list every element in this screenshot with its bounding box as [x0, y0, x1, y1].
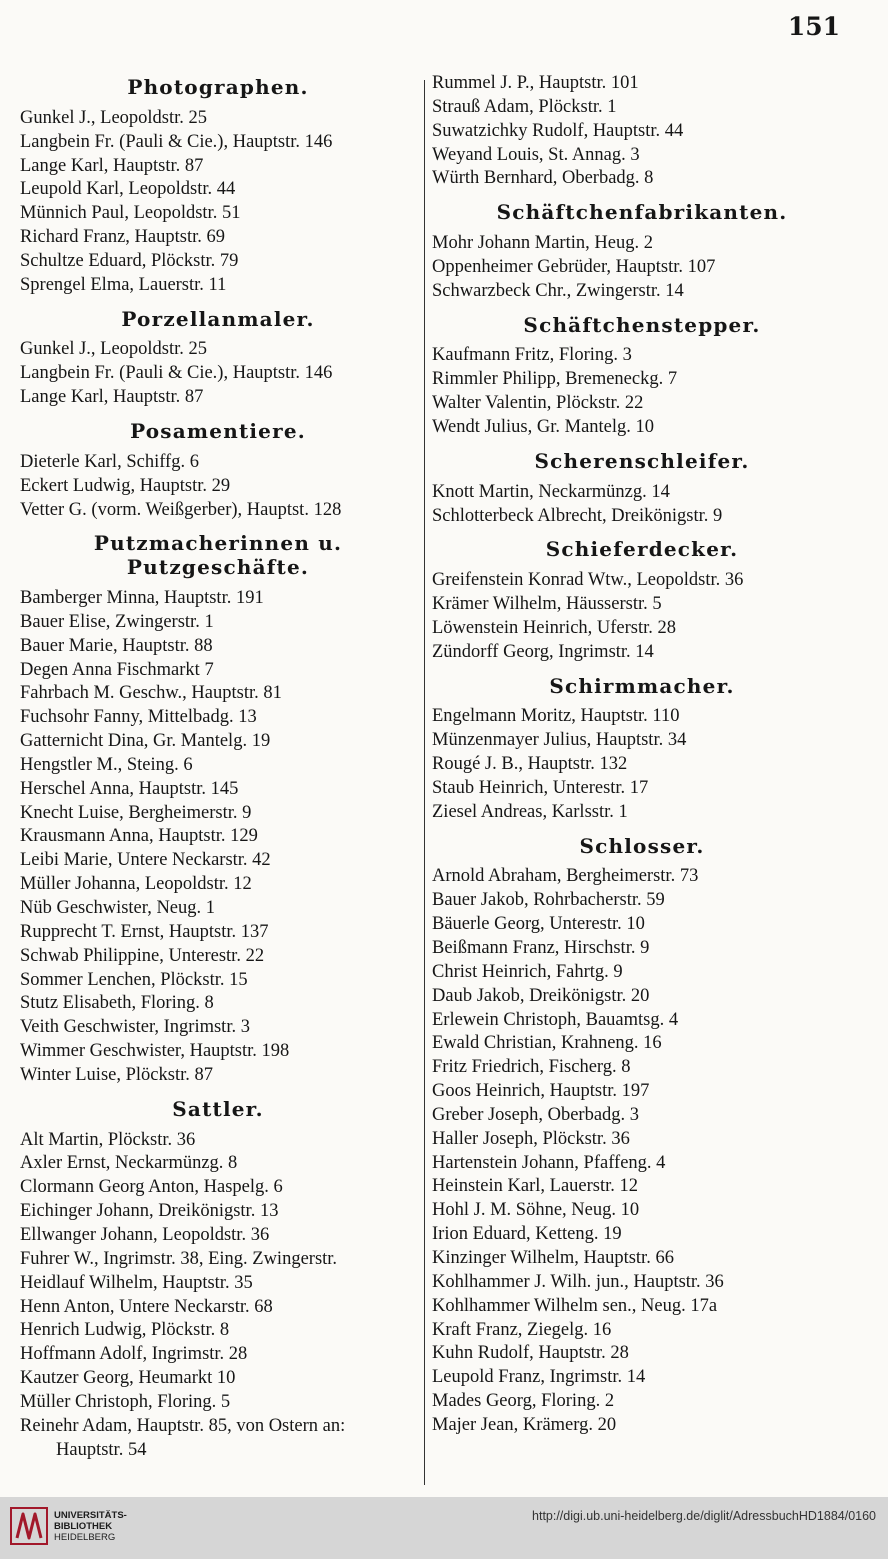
- directory-entry: Ellwanger Johann, Leopoldstr. 36: [20, 1224, 270, 1245]
- directory-entry: Engelmann Moritz, Hauptstr. 110: [432, 706, 680, 727]
- directory-entry: Greber Joseph, Oberbadg. 3: [432, 1104, 640, 1125]
- directory-entry: Arnold Abraham, Bergheimerstr. 73: [432, 866, 699, 887]
- directory-entry: Henrich Ludwig, Plöckstr. 8: [20, 1320, 230, 1341]
- directory-entry: Rummel J. P., Hauptstr. 101: [432, 73, 639, 93]
- directory-entry: Lange Karl, Hauptstr. 87: [20, 387, 204, 408]
- section-heading: Posamentiere.: [130, 418, 306, 443]
- section-heading: Schäftchenfabrikanten.: [496, 200, 788, 225]
- directory-entry: Nüb Geschwister, Neug. 1: [20, 898, 216, 918]
- directory-entry: Axler Ernst, Neckarmünzg. 8: [20, 1153, 238, 1174]
- section-heading: Porzellanmaler.: [121, 306, 315, 331]
- directory-entry: Fritz Friedrich, Fischerg. 8: [432, 1057, 631, 1078]
- directory-entry: Beißmann Franz, Hirschstr. 9: [432, 938, 650, 958]
- directory-entry: Müller Johanna, Leopoldstr. 12: [20, 874, 252, 895]
- section-heading: Schlosser.: [579, 833, 705, 858]
- column-divider: [424, 80, 425, 1485]
- directory-entry: Kraft Franz, Ziegelg. 16: [432, 1319, 612, 1340]
- directory-entry: Kautzer Georg, Heumarkt 10: [20, 1368, 236, 1389]
- left-column: [20, 72, 416, 1462]
- directory-entry: Schlotterbeck Albrecht, Dreikönigstr. 9: [432, 505, 723, 526]
- directory-entry: Bauer Marie, Hauptstr. 88: [20, 635, 213, 656]
- directory-entry: Gatternicht Dina, Gr. Mantelg. 19: [20, 731, 271, 752]
- directory-entry: Greifenstein Konrad Wtw., Leopoldstr. 36: [432, 570, 744, 591]
- logo-line-2: BIBLIOTHEK: [54, 1520, 113, 1532]
- directory-entry: Christ Heinrich, Fahrtg. 9: [432, 961, 623, 982]
- directory-entry: Hohl J. M. Söhne, Neug. 10: [432, 1200, 640, 1221]
- directory-entry: Oppenheimer Gebrüder, Hauptstr. 107: [432, 256, 716, 277]
- directory-entry: Kinzinger Wilhelm, Hauptstr. 66: [432, 1247, 674, 1268]
- university-seal-icon: [10, 1507, 48, 1545]
- directory-entry: Eichinger Johann, Dreikönigstr. 13: [20, 1201, 279, 1222]
- directory-entry: Kuhn Rudolf, Hauptstr. 28: [432, 1343, 629, 1364]
- directory-entry: Herschel Anna, Hauptstr. 145: [20, 778, 239, 799]
- directory-entry: Goos Heinrich, Hauptstr. 197: [432, 1081, 650, 1102]
- directory-entry: Würth Bernhard, Oberbadg. 8: [432, 168, 654, 189]
- directory-entry: Gunkel J., Leopoldstr. 25: [20, 339, 208, 360]
- directory-entry: Strauß Adam, Plöckstr. 1: [432, 96, 617, 117]
- directory-entry: Bauer Jakob, Rohrbacherstr. 59: [432, 890, 665, 911]
- section-heading: Schäftchenstepper.: [523, 312, 761, 337]
- directory-entry: Lange Karl, Hauptstr. 87: [20, 155, 204, 176]
- section-heading: Photographen.: [127, 75, 309, 99]
- directory-entry: Fuhrer W., Ingrimstr. 38, Eing. Zwingerstr.: [20, 1248, 338, 1269]
- directory-entry: Clormann Georg Anton, Haspelg. 6: [20, 1177, 283, 1198]
- directory-entry: Kaufmann Fritz, Floring. 3: [432, 345, 632, 366]
- directory-entry: Hoffmann Adolf, Ingrimstr. 28: [20, 1344, 248, 1365]
- directory-entry: Suwatzichky Rudolf, Hauptstr. 44: [432, 120, 684, 141]
- directory-entry: Sprengel Elma, Lauerstr. 11: [20, 274, 227, 295]
- directory-entry: Sommer Lenchen, Plöckstr. 15: [20, 969, 248, 990]
- directory-entry: Ewald Christian, Krahneng. 16: [432, 1033, 662, 1054]
- directory-entry: Irion Eduard, Ketteng. 19: [432, 1224, 622, 1245]
- logo-line-3: HEIDELBERG: [54, 1531, 116, 1543]
- directory-entry: Schwab Philippine, Unterestr. 22: [20, 945, 265, 966]
- directory-entry: Fahrbach M. Geschw., Hauptstr. 81: [20, 683, 282, 704]
- section-heading: Sattler.: [172, 1096, 264, 1121]
- directory-entry: Vetter G. (vorm. Weißgerber), Hauptst. 128: [20, 499, 342, 520]
- directory-entry: Rupprecht T. Ernst, Hauptstr. 137: [20, 921, 269, 942]
- directory-entry: Mades Georg, Floring. 2: [432, 1391, 615, 1412]
- directory-entry: Mohr Johann Martin, Heug. 2: [432, 233, 653, 254]
- directory-entry: Reinehr Adam, Hauptstr. 85, von Ostern an:: [20, 1415, 346, 1436]
- directory-entry: Alt Martin, Plöckstr. 36: [20, 1129, 196, 1150]
- library-logo-text: [54, 1510, 127, 1543]
- directory-entry: Weyand Louis, St. Annag. 3: [432, 144, 640, 165]
- directory-entry: Haller Joseph, Plöckstr. 36: [432, 1128, 630, 1149]
- directory-entry: Eckert Ludwig, Hauptstr. 29: [20, 475, 231, 496]
- directory-entry: Münnich Paul, Leopoldstr. 51: [20, 203, 241, 224]
- directory-entry: Wimmer Geschwister, Hauptstr. 198: [20, 1041, 290, 1062]
- directory-entry: Müller Christoph, Floring. 5: [20, 1391, 231, 1412]
- directory-entry: Richard Franz, Hauptstr. 69: [20, 227, 225, 248]
- directory-entry: Stutz Elisabeth, Floring. 8: [20, 993, 214, 1014]
- directory-entry: Leibi Marie, Untere Neckarstr. 42: [20, 850, 271, 871]
- directory-entry: Hengstler M., Steing. 6: [20, 754, 193, 775]
- directory-entry: Bamberger Minna, Hauptstr. 191: [20, 588, 264, 609]
- directory-entry: Münzenmayer Julius, Hauptstr. 34: [432, 730, 687, 751]
- section-heading: Schirmmacher.: [549, 673, 735, 698]
- directory-entry: Schwarzbeck Chr., Zwingerstr. 14: [432, 280, 684, 301]
- footer-bar: [0, 1497, 888, 1559]
- directory-entry: Löwenstein Heinrich, Uferstr. 28: [432, 617, 677, 638]
- directory-entry: Daub Jakob, Dreikönigstr. 20: [432, 985, 650, 1006]
- directory-entry: Gunkel J., Leopoldstr. 25: [20, 107, 208, 128]
- directory-entry: Veith Geschwister, Ingrimstr. 3: [20, 1017, 250, 1038]
- directory-entry: Zündorff Georg, Ingrimstr. 14: [432, 641, 654, 662]
- directory-entry: Wendt Julius, Gr. Mantelg. 10: [432, 416, 655, 437]
- directory-entry: Walter Valentin, Plöckstr. 22: [432, 393, 644, 414]
- directory-entry: Langbein Fr. (Pauli & Cie.), Hauptstr. 146: [20, 363, 333, 384]
- directory-entry: Hartenstein Johann, Pfaffeng. 4: [432, 1152, 666, 1173]
- directory-entry: Majer Jean, Krämerg. 20: [432, 1414, 617, 1435]
- directory-entry: Hauptstr. 54: [56, 1439, 147, 1460]
- section-heading: Schieferdecker.: [545, 537, 739, 562]
- directory-entry: Heidlauf Wilhelm, Hauptstr. 35: [20, 1272, 253, 1293]
- directory-entry: Krausmann Anna, Hauptstr. 129: [20, 826, 258, 847]
- directory-entry: Staub Heinrich, Unterestr. 17: [432, 777, 649, 798]
- section-heading: Putzmacherinnen u. Putzgeschäfte.: [93, 531, 343, 580]
- directory-entry: Fuchsohr Fanny, Mittelbadg. 13: [20, 707, 257, 728]
- directory-entry: Leupold Franz, Ingrimstr. 14: [432, 1367, 646, 1388]
- directory-entry: Heinstein Karl, Lauerstr. 12: [432, 1176, 639, 1197]
- directory-entry: Ziesel Andreas, Karlsstr. 1: [432, 801, 628, 822]
- page-number: 151: [787, 12, 840, 41]
- right-column: [432, 72, 852, 1438]
- directory-entry: Bauer Elise, Zwingerstr. 1: [20, 611, 214, 632]
- directory-entry: Krämer Wilhelm, Häusserstr. 5: [432, 594, 662, 615]
- directory-entry: Bäuerle Georg, Unterestr. 10: [432, 914, 645, 935]
- directory-entry: Kohlhammer J. Wilh. jun., Hauptstr. 36: [432, 1271, 724, 1292]
- section-heading: Scherenschleifer.: [534, 448, 750, 473]
- directory-entry: Degen Anna Fischmarkt 7: [20, 659, 214, 680]
- directory-entry: Erlewein Christoph, Bauamtsg. 4: [432, 1009, 679, 1030]
- library-logo[interactable]: [10, 1507, 127, 1545]
- directory-entry: Schultze Eduard, Plöckstr. 79: [20, 250, 239, 271]
- directory-entry: Knecht Luise, Bergheimerstr. 9: [20, 802, 252, 823]
- directory-entry: Henn Anton, Untere Neckarstr. 68: [20, 1296, 273, 1317]
- directory-entry: Rougé J. B., Hauptstr. 132: [432, 754, 628, 775]
- directory-entry: Winter Luise, Plöckstr. 87: [20, 1064, 213, 1085]
- directory-entry: Leupold Karl, Leopoldstr. 44: [20, 179, 236, 200]
- directory-entry: Langbein Fr. (Pauli & Cie.), Hauptstr. 146: [20, 131, 333, 152]
- logo-line-1: UNIVERSITÄTS-: [54, 1509, 127, 1521]
- source-url-link[interactable]: http://digi.ub.uni-heidelberg.de/diglit/AdressbuchHD1884/0160: [532, 1509, 876, 1523]
- directory-entry: Dieterle Karl, Schiffg. 6: [20, 451, 199, 472]
- directory-entry: Kohlhammer Wilhelm sen., Neug. 17a: [432, 1295, 718, 1316]
- directory-entry: Knott Martin, Neckarmünzg. 14: [432, 481, 670, 502]
- directory-entry: Rimmler Philipp, Bremeneckg. 7: [432, 369, 678, 390]
